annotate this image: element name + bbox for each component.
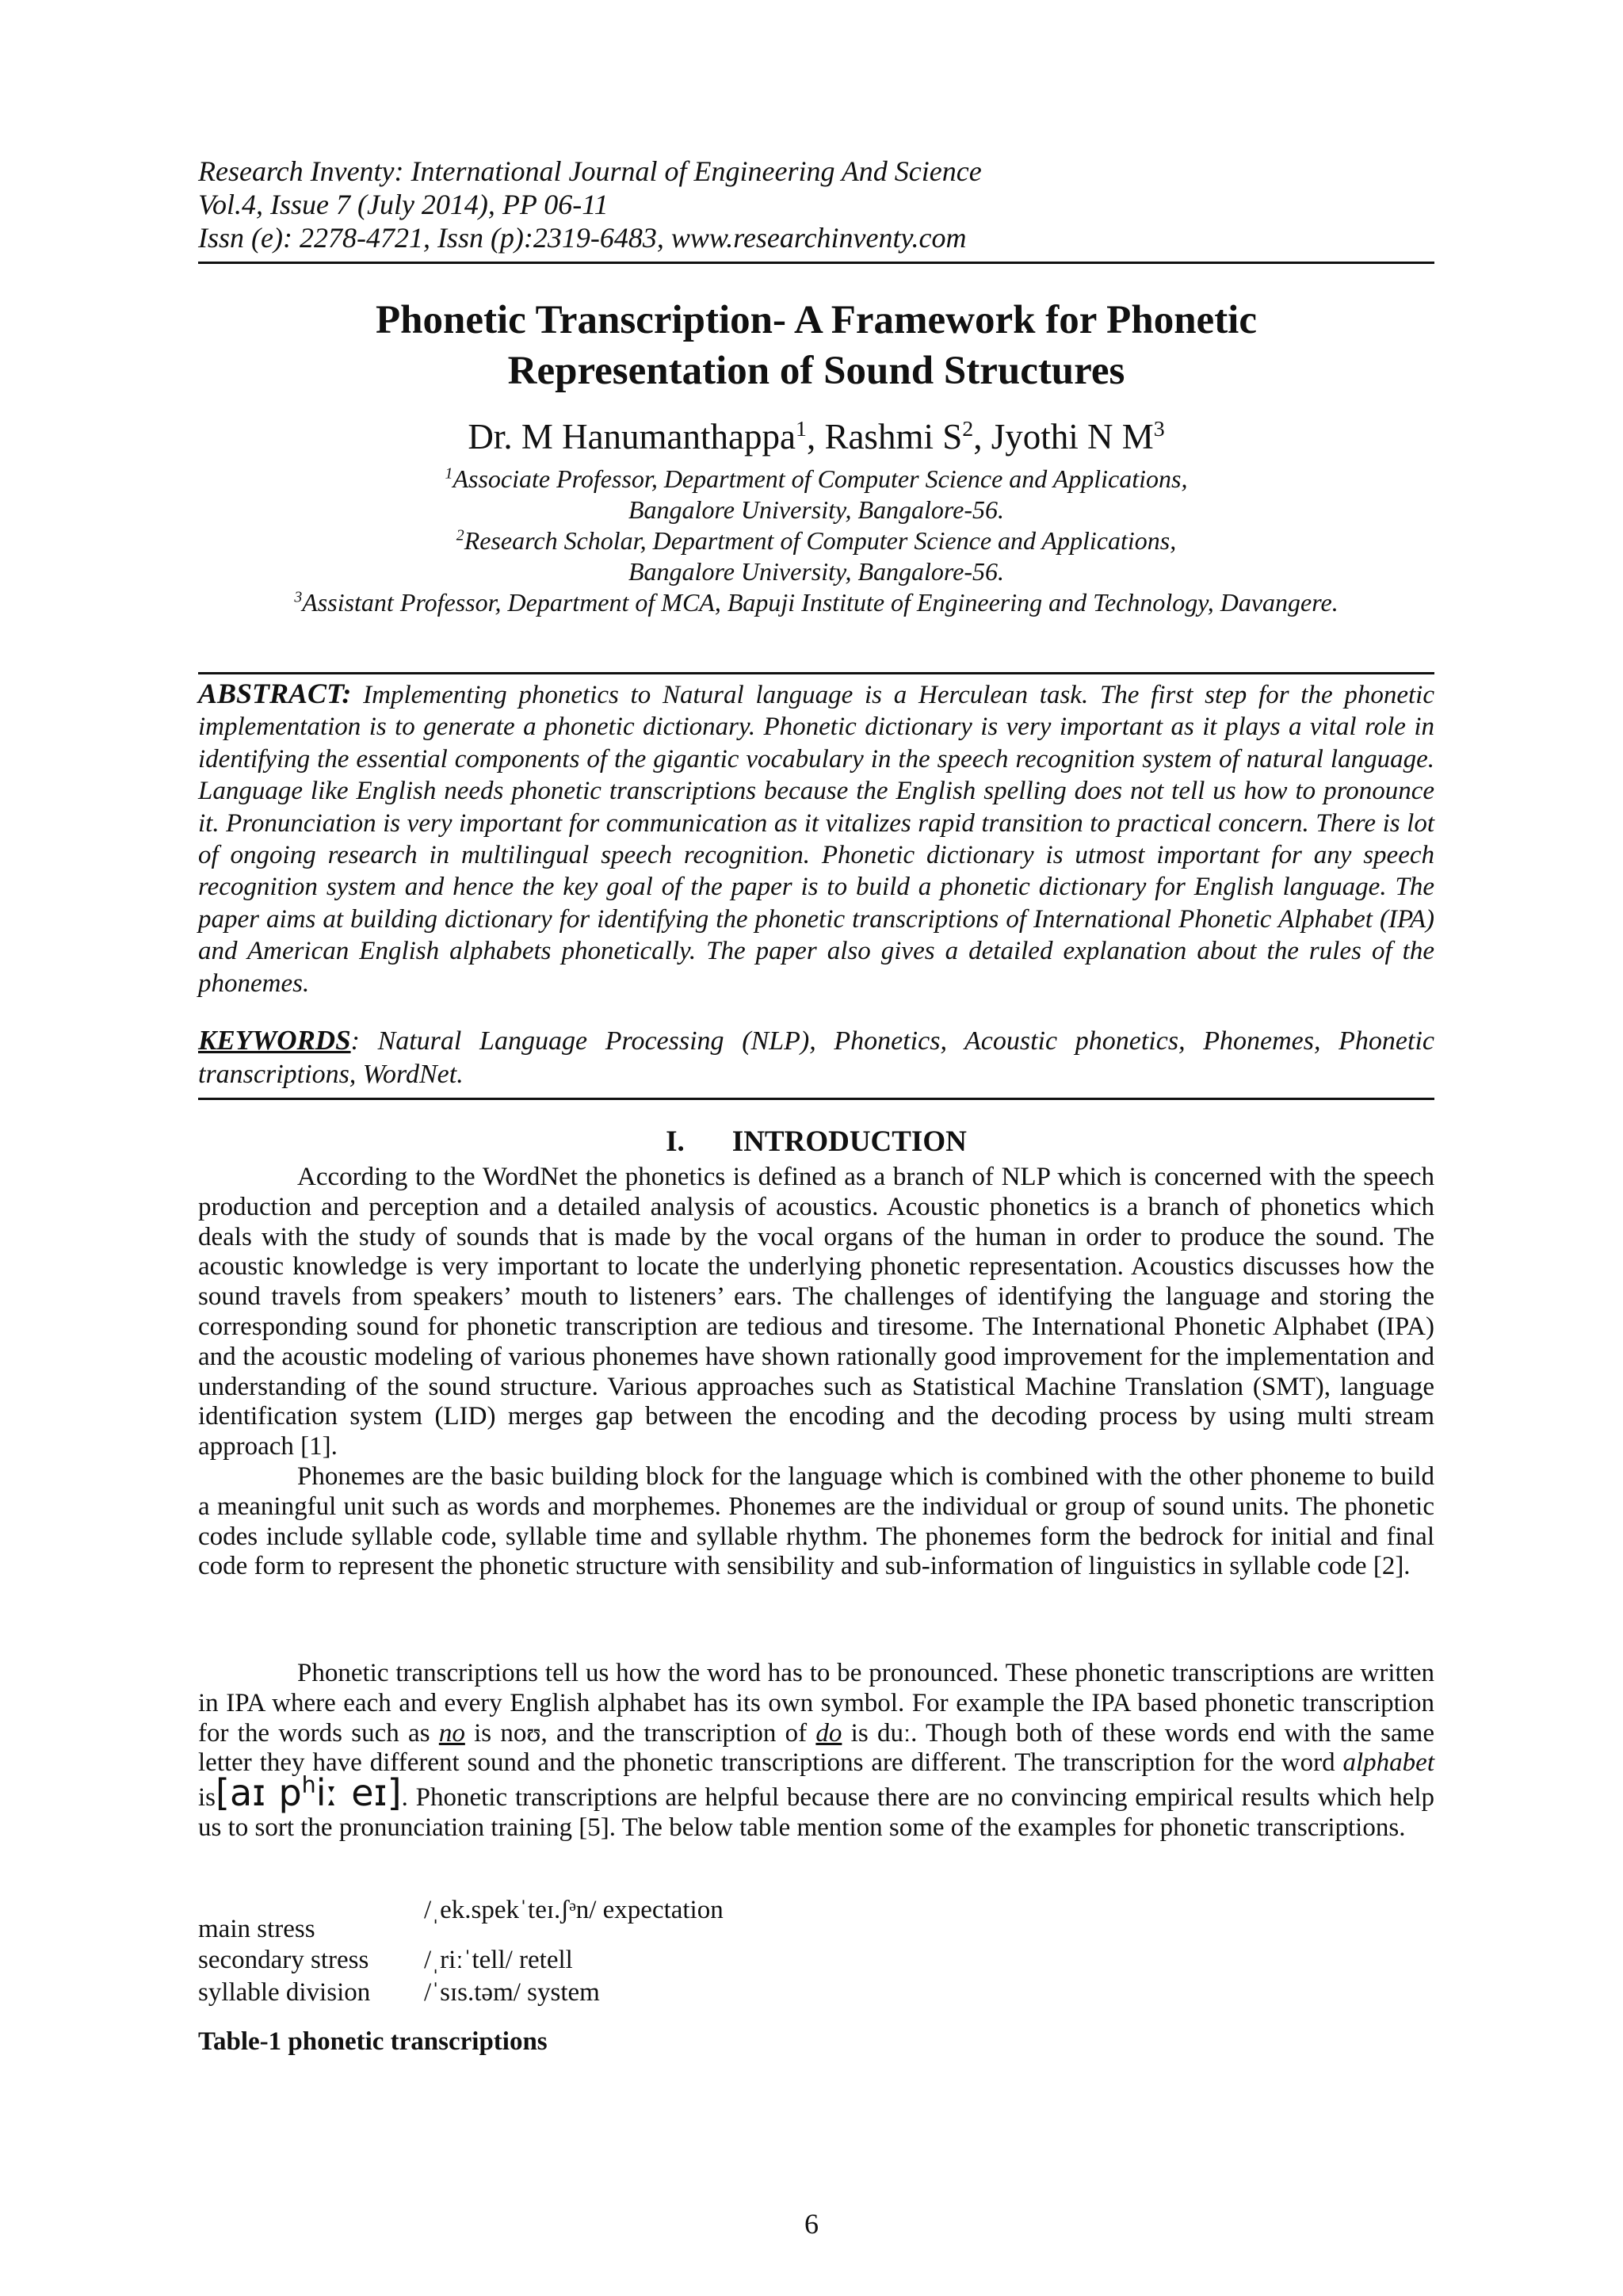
keywords-bottom-rule bbox=[198, 1098, 1434, 1100]
keywords bbox=[198, 1024, 1434, 1091]
affiliation-3-text: Assistant Professor, Department of MCA, Bapuji Institute of Engineering and Technology, Davangere. bbox=[302, 588, 1338, 617]
paper-title-line-1: Phonetic Transcription- A Framework for Phonetic bbox=[376, 298, 1257, 342]
author-1-superscript: 1 bbox=[795, 417, 807, 441]
introduction-body bbox=[198, 1163, 1434, 1582]
header-rule bbox=[198, 262, 1434, 264]
table-row-label: main stress bbox=[198, 1915, 315, 1943]
journal-issn-line: Issn (e): 2278-4721, Issn (p):2319-6483, www.researchinventy.com bbox=[198, 222, 967, 254]
affiliation-1-line-1 bbox=[198, 464, 1434, 495]
paper-title bbox=[198, 295, 1434, 396]
keywords-label: KEYWORDS bbox=[198, 1025, 351, 1056]
table-row-value: /ˌriːˈtell/ retell bbox=[424, 1946, 573, 1974]
introduction-body-2 bbox=[198, 1659, 1434, 1843]
journal-title-line: Research Inventy: International Journal of Engineering And Science bbox=[198, 155, 982, 187]
table-row-label: syllable division bbox=[198, 1978, 371, 2007]
ipa-part-2: iː eɪ] bbox=[315, 1771, 402, 1815]
abstract-top-rule bbox=[198, 672, 1434, 674]
affiliation-1-superscript: 1 bbox=[445, 464, 453, 483]
abstract bbox=[198, 678, 1434, 999]
affiliation-2-line-2: Bangalore University, Bangalore-56. bbox=[628, 557, 1004, 586]
paragraph-3-part-c: is duː. Though both of these words end with the same letter they have different sound and the phonetic transcriptions are different. The transcription for the word bbox=[198, 1718, 1434, 1778]
affiliation-2-line-1 bbox=[198, 525, 1434, 556]
affiliation-3-superscript: 3 bbox=[294, 588, 303, 606]
section-heading bbox=[198, 1124, 1434, 1160]
author-2-superscript: 2 bbox=[962, 417, 974, 441]
section-number: I. bbox=[666, 1125, 685, 1158]
paragraph-3-part-e: . Phonetic transcriptions are helpful because there are no convincing empirical results which help us to sort the pronunciation training [5]. The below table mention some of the examples for phonetic transcriptions. bbox=[198, 1783, 1434, 1842]
example-word-alphabet: alphabet bbox=[1342, 1748, 1434, 1778]
paragraph-3-part-a: Phonetic transcriptions tell us how the word has to be pronounced. These phonetic transcriptions are written in IPA where each and every English alphabet has its own symbol. For example the IPA based phonetic transcription for the words such as bbox=[198, 1659, 1434, 1748]
affiliation-2-text: Research Scholar, Department of Computer Science and Applications, bbox=[464, 526, 1177, 555]
ipa-aspiration-superscript: h bbox=[301, 1771, 316, 1798]
table-row-label: secondary stress bbox=[198, 1946, 369, 1974]
example-word-no: no bbox=[438, 1718, 465, 1748]
page-number: 6 bbox=[804, 2208, 819, 2240]
ipa-part-1: [aɪ p bbox=[216, 1771, 302, 1815]
author-3: , Jyothi N M bbox=[973, 417, 1154, 457]
table-row-value: /ˈsɪs.təm/ system bbox=[424, 1978, 600, 2007]
paragraph-3-part-b: is noʊ, and the transcription of bbox=[464, 1718, 816, 1748]
paragraph-2: Phonemes are the basic building block for the language which is combined with the other phoneme to build a meaningful unit such as words and morphemes. Phonemes are the individual or group of sound units. The phonetic codes include syllable code, syllable time and syllable rhythm. The phonemes form the bedrock for initial and final code form to represent the phonetic structure with sensibility and sub-information of linguistics in syllable code [2]. bbox=[198, 1461, 1434, 1581]
journal-header bbox=[198, 155, 1434, 254]
author-list bbox=[198, 416, 1434, 457]
keywords-colon: : bbox=[350, 1026, 360, 1056]
affiliation-1-line-2: Bangalore University, Bangalore-56. bbox=[628, 495, 1004, 524]
affiliation-3-line-1 bbox=[198, 587, 1434, 618]
ipa-transcription bbox=[216, 1771, 402, 1814]
affiliation-2-superscript: 2 bbox=[456, 526, 464, 544]
affiliations bbox=[198, 464, 1434, 618]
author-2: , Rashmi S bbox=[806, 417, 963, 457]
example-word-do: do bbox=[815, 1718, 842, 1748]
section-title: INTRODUCTION bbox=[731, 1125, 967, 1158]
table-caption: Table-1 phonetic transcriptions bbox=[198, 2027, 548, 2056]
paper-title-line-2: Representation of Sound Structures bbox=[507, 349, 1125, 393]
table-row-value: /ˌek.spekˈteɪ.ʃᵊn/ expectation bbox=[424, 1896, 724, 1924]
paragraph-1: According to the WordNet the phonetics is defined as a branch of NLP which is concerned with the speech production and perception and a detailed analysis of acoustics. Acoustic phonetics is a branch of phonetics which deals with the study of sounds that is made by the vocal organs of the human in order to produce the sound. The acoustic knowledge is very important to locate the underlying phonetic representation. Acoustics discusses how the sound travels from speakers’ mouth to listeners’ ears. The challenges of identifying the language and storing the corresponding sound for phonetic transcription are tedious and tiresome. The International Phonetic Alphabet (IPA) and the acoustic modeling of various phonemes have shown rationally good improvement for the implementation and understanding of the sound structure. Various approaches such as Statistical Machine Translation (SMT), language identification system (LID) merges gap between the encoding and the decoding process by using multi stream approach [1]. bbox=[198, 1163, 1434, 1461]
affiliation-1-text: Associate Professor, Department of Computer Science and Applications, bbox=[453, 464, 1188, 493]
paragraph-3-part-d: is bbox=[198, 1783, 216, 1813]
keywords-text: Natural Language Processing (NLP), Phonetics, Acoustic phonetics, Phonemes, Phonetic transcriptions, WordNet. bbox=[198, 1026, 1434, 1089]
journal-volume-line: Vol.4, Issue 7 (July 2014), PP 06-11 bbox=[198, 189, 609, 220]
author-1: Dr. M Hanumanthappa bbox=[468, 417, 796, 457]
abstract-label: ABSTRACT: bbox=[198, 678, 352, 709]
author-3-superscript: 3 bbox=[1153, 417, 1165, 441]
paragraph-3 bbox=[198, 1659, 1434, 1843]
abstract-text: Implementing phonetics to Natural language is a Herculean task. The first step for the phonetic implementation is to generate a phonetic dictionary. Phonetic dictionary is very important as it plays a vital role in identifying the essential components of the gigantic vocabulary in the speech recognition system of natural language. Language like English needs phonetic transcriptions because the English spelling does not tell us how to pronounce it. Pronunciation is very important for communication as it vitalizes rapid transition to practical concern. There is lot of ongoing research in multilingual speech recognition. Phonetic dictionary is utmost important for any speech recognition system and hence the key goal of the paper is to build a phonetic dictionary for English language. The paper aims at building dictionary for identifying the phonetic transcriptions of International Phonetic Alphabet (IPA) and American English alphabets phonetically. The paper also gives a detailed explanation about the rules of the phonemes. bbox=[198, 681, 1434, 998]
